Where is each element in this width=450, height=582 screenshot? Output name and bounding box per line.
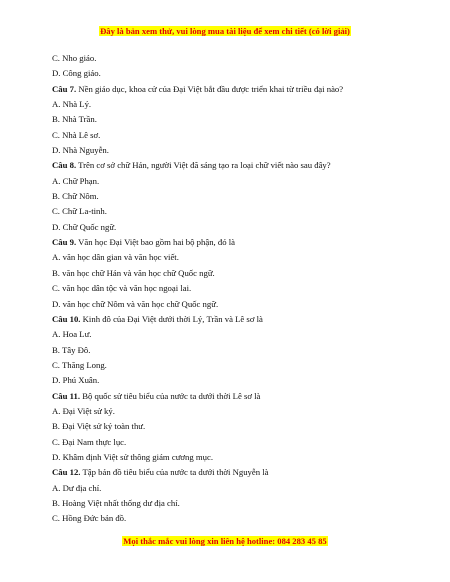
question-11 xyxy=(52,389,422,404)
hotline-text: Mọi thắc mắc vui lòng xin liên hệ hotline: 084 283 45 85 xyxy=(123,536,327,546)
option-line: D. Công giáo. xyxy=(52,68,101,79)
document-body xyxy=(52,51,422,527)
question-text: Nền giáo dục, khoa cử của Đại Việt bắt đầu được triển khai từ triều đại nào? xyxy=(78,83,344,94)
option-line: A. văn học dân gian và văn học viết. xyxy=(52,252,179,263)
hotline-footer-banner xyxy=(0,536,450,547)
option-line: C. Nho giáo. xyxy=(52,53,97,63)
question-text: Văn học Đại Việt bao gồm hai bộ phận, đó là xyxy=(78,237,236,248)
question-text: Tập bản đồ tiêu biểu của nước ta dưới thời Nguyễn là xyxy=(82,467,269,478)
option-line: B. Chữ Nôm. xyxy=(52,191,99,202)
question-text: Kinh đô của Đại Việt dưới thời Lý, Trần và Lê sơ là xyxy=(82,313,263,324)
question-9 xyxy=(52,235,422,250)
question-8 xyxy=(52,158,422,173)
option-line: D. Khâm định Việt sử thông giám cương mục. xyxy=(52,451,213,462)
option-line: D. Phú Xuân. xyxy=(52,375,100,386)
preview-notice-text: Đây là bản xem thử, vui lòng mua tài liệu để xem chi tiết (có lời giải) xyxy=(100,26,350,36)
question-text: Trên cơ sở chữ Hán, người Việt đã sáng tạo ra loại chữ viết nào sau đây? xyxy=(78,160,331,171)
question-7 xyxy=(52,82,422,97)
option-line: C. Nhà Lê sơ. xyxy=(52,129,101,140)
option-line: B. Đại Việt sử ký toàn thư. xyxy=(52,421,146,432)
option-line: B. Tây Đô. xyxy=(52,344,91,355)
question-number: Câu 7. xyxy=(52,83,77,94)
option-line: D. văn học chữ Nôm và văn học chữ Quốc ngữ. xyxy=(52,298,219,309)
question-10 xyxy=(52,312,422,327)
question-12 xyxy=(52,465,422,480)
question-text: Bộ quốc sử tiêu biểu của nước ta dưới thời Lê sơ là xyxy=(82,390,261,401)
option-line: D. Chữ Quốc ngữ. xyxy=(52,221,117,232)
option-line: C. Chữ La-tinh. xyxy=(52,206,107,217)
option-line: C. văn học dân tộc và văn học ngoại lai. xyxy=(52,283,192,294)
option-line: A. Hoa Lư. xyxy=(52,329,92,340)
option-line: D. Nhà Nguyễn. xyxy=(52,145,109,156)
question-number: Câu 9. xyxy=(52,237,77,248)
option-line: C. Hồng Đức bản đồ. xyxy=(52,513,127,524)
option-line: A. Đại Việt sử ký. xyxy=(52,405,115,416)
question-number: Câu 8. xyxy=(52,160,77,171)
option-line: A. Chữ Phạn. xyxy=(52,175,100,186)
option-line: B. văn học chữ Hán và văn học chữ Quốc ngữ. xyxy=(52,267,215,278)
option-line: A. Nhà Lý. xyxy=(52,99,92,110)
question-number: Câu 10. xyxy=(52,313,81,324)
option-line: B. Hoàng Việt nhất thống dư địa chí. xyxy=(52,497,180,508)
question-number: Câu 12. xyxy=(52,467,81,478)
option-line: B. Nhà Trần. xyxy=(52,114,97,125)
preview-notice-banner xyxy=(0,26,450,37)
option-line: C. Thăng Long. xyxy=(52,359,107,370)
question-number: Câu 11. xyxy=(52,390,81,401)
option-line: C. Đại Nam thực lục. xyxy=(52,436,127,447)
option-line: A. Dư địa chí. xyxy=(52,482,102,493)
